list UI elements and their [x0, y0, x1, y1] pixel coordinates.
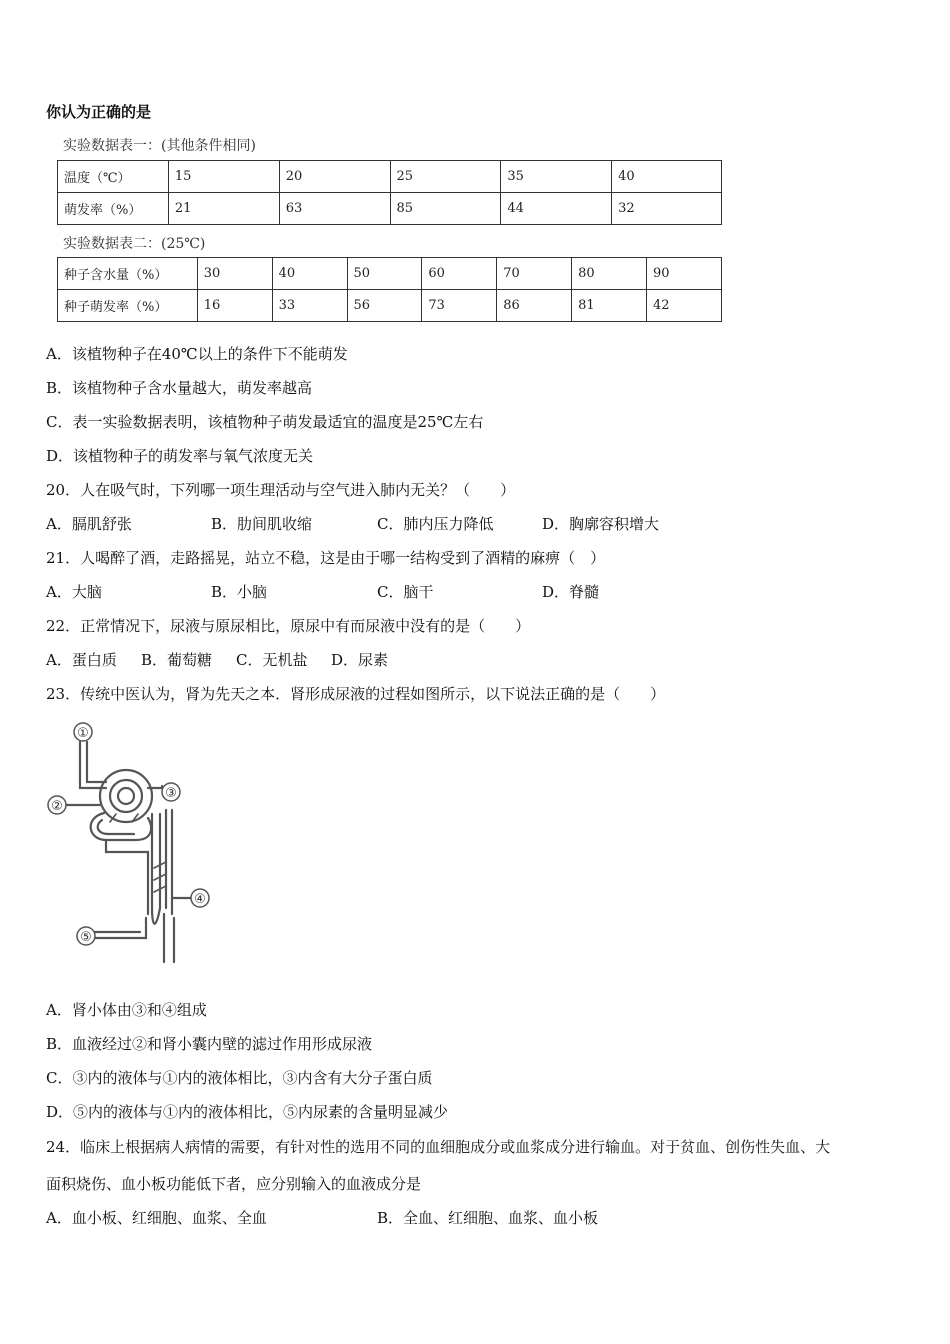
row-label: 温度（℃）: [58, 161, 169, 193]
table-cell: 15: [168, 161, 279, 193]
renal-capsule: [100, 770, 152, 822]
table-cell: 40: [272, 258, 347, 290]
table-cell: 21: [168, 193, 279, 225]
q23-stem: 23．传统中医认为，肾为先天之本．肾形成尿液的过程如图所示，以下说法正确的是（ ）: [46, 685, 666, 703]
table-row: [58, 193, 722, 225]
table-cell: 40: [612, 161, 722, 193]
q24-option-a: A．血小板、红细胞、血浆、全血: [46, 1209, 267, 1227]
table-cell: 80: [572, 258, 647, 290]
q19-option-c: C．表一实验数据表明，该植物种子萌发最适宜的温度是25℃左右: [46, 413, 484, 431]
q24-stem-line1: 24．临床上根据病人病情的需要，有针对性的选用不同的血细胞成分或血浆成分进行输血。对于贫血、创伤性失血、大: [46, 1138, 831, 1156]
table-cell: 63: [279, 193, 390, 225]
table1: [57, 160, 722, 225]
diagram-label-2: ②: [51, 799, 63, 814]
q20-stem: 20．人在吸气时，下列哪一项生理活动与空气进入肺内无关？（ ）: [46, 481, 516, 499]
q21-stem: 21．人喝醉了酒，走路摇晃，站立不稳，这是由于哪一结构受到了酒精的麻痹（ ）: [46, 549, 606, 567]
q23-option-c: C．③内的液体与①内的液体相比，③内含有大分子蛋白质: [46, 1069, 433, 1087]
table-cell: 70: [497, 258, 572, 290]
table-row: [58, 290, 722, 322]
table-cell: 50: [347, 258, 422, 290]
q23-option-d: D．⑤内的液体与①内的液体相比，⑤内尿素的含量明显减少: [46, 1103, 449, 1121]
diagram-label-1: ①: [77, 726, 89, 741]
table-cell: 85: [390, 193, 501, 225]
q20-option-b: B．肋间肌收缩: [211, 515, 313, 533]
q22-option-a: A．蛋白质: [46, 651, 117, 669]
q21-option-b: B．小脑: [211, 583, 268, 601]
table-cell: 86: [497, 290, 572, 322]
table-cell: 60: [422, 258, 497, 290]
nephron-diagram: [44, 718, 214, 970]
table-cell: 56: [347, 290, 422, 322]
diagram-label-4: ④: [194, 892, 206, 907]
intro-text: 你认为正确的是: [46, 103, 152, 121]
q24-stem-line2: 面积烧伤、血小板功能低下者，应分别输入的血液成分是: [46, 1175, 422, 1193]
table-cell: 90: [647, 258, 722, 290]
q21-option-d: D．脊髓: [542, 583, 600, 601]
table-cell: 35: [501, 161, 612, 193]
diagram-label-5: ⑤: [80, 930, 92, 945]
table-cell: 30: [197, 258, 272, 290]
q21-option-a: A．大脑: [46, 583, 102, 601]
table-cell: 16: [197, 290, 272, 322]
q23-option-b: B．血液经过②和肾小囊内壁的滤过作用形成尿液: [46, 1035, 373, 1053]
table2: [57, 257, 722, 322]
table-row: [58, 258, 722, 290]
q20-option-c: C．肺内压力降低: [377, 515, 494, 533]
q20-option-d: D．胸廓容积增大: [542, 515, 660, 533]
table1-caption: 实验数据表一：(其他条件相同): [63, 138, 256, 154]
q19-option-b: B．该植物种子含水量越大，萌发率越高: [46, 379, 313, 397]
q20-option-a: A．膈肌舒张: [46, 515, 132, 533]
q22-option-b: B．葡萄糖: [141, 651, 213, 669]
glomerulus: [110, 780, 142, 812]
table-row: [58, 161, 722, 193]
table-cell: 81: [572, 290, 647, 322]
table-cell: 44: [501, 193, 612, 225]
q22-option-d: D．尿素: [331, 651, 389, 669]
row-label: 萌发率（%）: [58, 193, 169, 225]
q22-option-c: C．无机盐: [236, 651, 308, 669]
q22-stem: 22．正常情况下，尿液与原尿相比，原尿中有而尿液中没有的是（ ）: [46, 617, 531, 635]
q24-option-b: B．全血、红细胞、血浆、血小板: [377, 1209, 599, 1227]
q19-option-d: D．该植物种子的萌发率与氧气浓度无关: [46, 447, 314, 465]
diagram-label-3: ③: [165, 786, 177, 801]
q19-option-a: A．该植物种子在40℃以上的条件下不能萌发: [46, 345, 348, 363]
table-cell: 20: [279, 161, 390, 193]
row-label: 种子萌发率（%）: [58, 290, 198, 322]
q21-option-c: C．脑干: [377, 583, 434, 601]
table-cell: 42: [647, 290, 722, 322]
table-cell: 32: [612, 193, 722, 225]
table-cell: 33: [272, 290, 347, 322]
table-cell: 73: [422, 290, 497, 322]
table2-caption: 实验数据表二：(25℃): [63, 236, 206, 252]
table-cell: 25: [390, 161, 501, 193]
q23-option-a: A．肾小体由③和④组成: [46, 1001, 207, 1019]
row-label: 种子含水量（%）: [58, 258, 198, 290]
